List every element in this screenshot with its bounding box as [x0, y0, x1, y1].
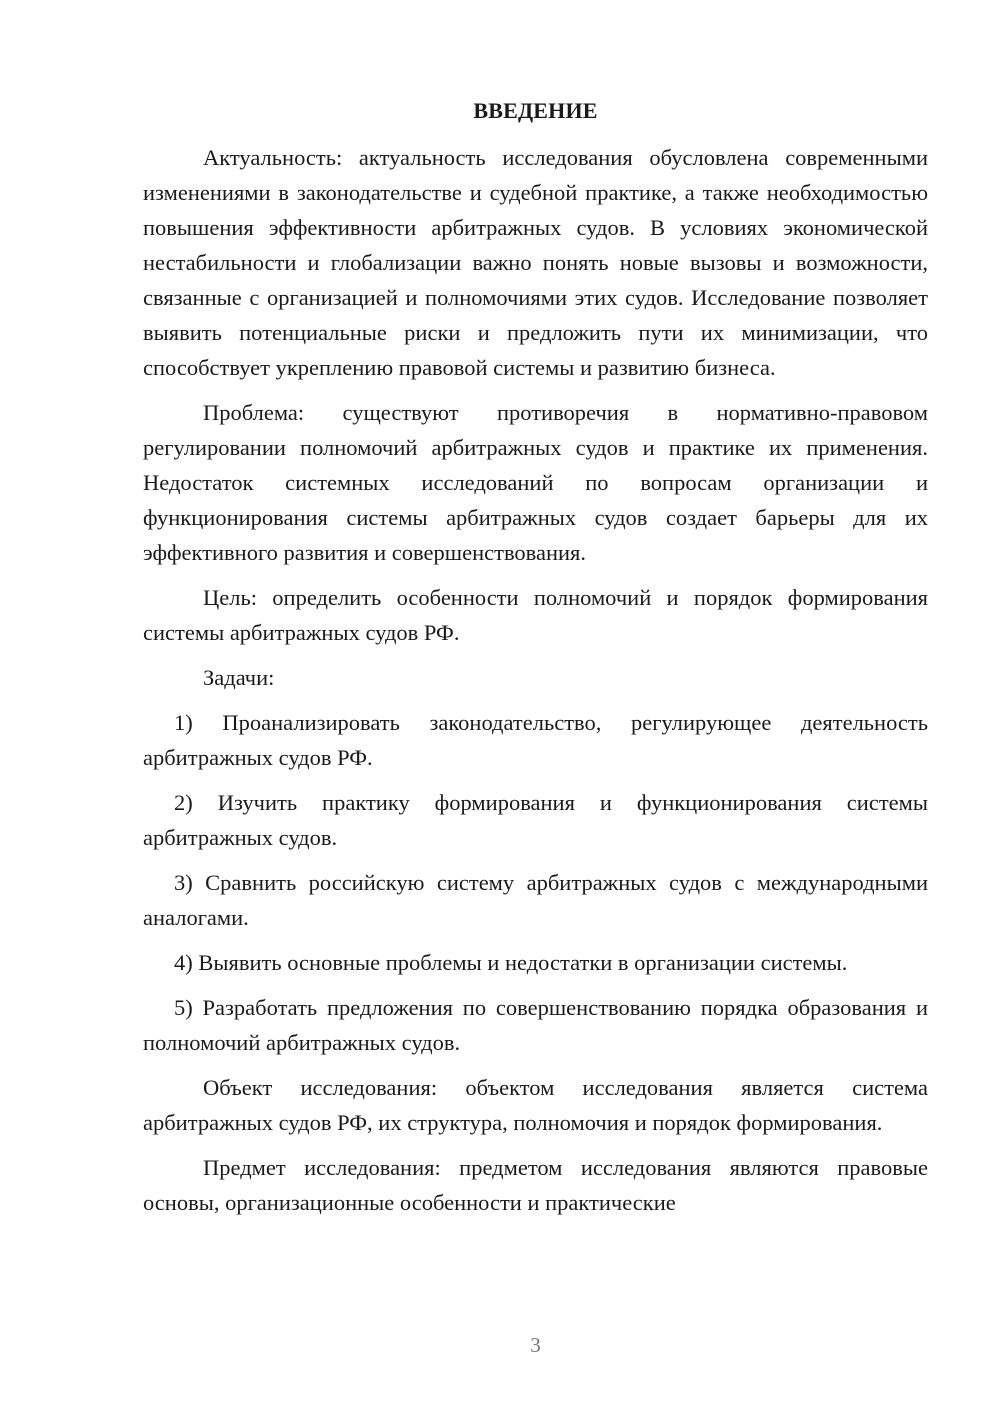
task-item-3: 3) Сравнить российскую систему арбитражных судов с международными аналогами. — [143, 870, 928, 930]
task-item-2: 2) Изучить практику формирования и функционирования системы арбитражных судов. — [143, 790, 928, 850]
task-item-1: 1) Проанализировать законодательство, регулирующее деятельность арбитражных судов РФ. — [143, 710, 928, 770]
subject-paragraph: Предмет исследования: предметом исследования являются правовые основы, организационные особенности и практические — [143, 1155, 928, 1215]
page-content — [143, 96, 928, 1230]
task-item-4: 4) Выявить основные проблемы и недостатки в организации системы. — [174, 950, 848, 975]
object-paragraph: Объект исследования: объектом исследования является система арбитражных судов РФ, их структура, полномочия и порядок формирования. — [143, 1075, 928, 1135]
task-item-5: 5) Разработать предложения по совершенствованию порядка образования и полномочий арбитражных судов. — [143, 995, 928, 1055]
section-title: ВВЕДЕНИЕ — [473, 98, 598, 123]
relevance-paragraph: Актуальность: актуальность исследования обусловлена современными изменениями в законодательстве и судебной практике, а также необходимостью повышения эффективности арбитражных судов. В условиях экономической нестабильности и глобализации важно понять новые вызовы и возможности, связанные с организацией и полномочиями этих судов. Исследование позволяет выявить потенциальные риски и предложить пути их минимизации, что способствует укреплению правовой системы и развитию бизнеса. — [143, 145, 928, 380]
tasks-label: Задачи: — [203, 665, 275, 690]
goal-paragraph: Цель: определить особенности полномочий и порядок формирования системы арбитражных судов РФ. — [143, 585, 928, 645]
problem-paragraph: Проблема: существуют противоречия в нормативно-правовом регулировании полномочий арбитражных судов и практике их применения. Недостаток системных исследований по вопросам организации и функционирования системы арбитражных судов создает барьеры для их эффективного развития и совершенствования. — [143, 400, 928, 565]
page-number: 3 — [530, 1333, 541, 1357]
